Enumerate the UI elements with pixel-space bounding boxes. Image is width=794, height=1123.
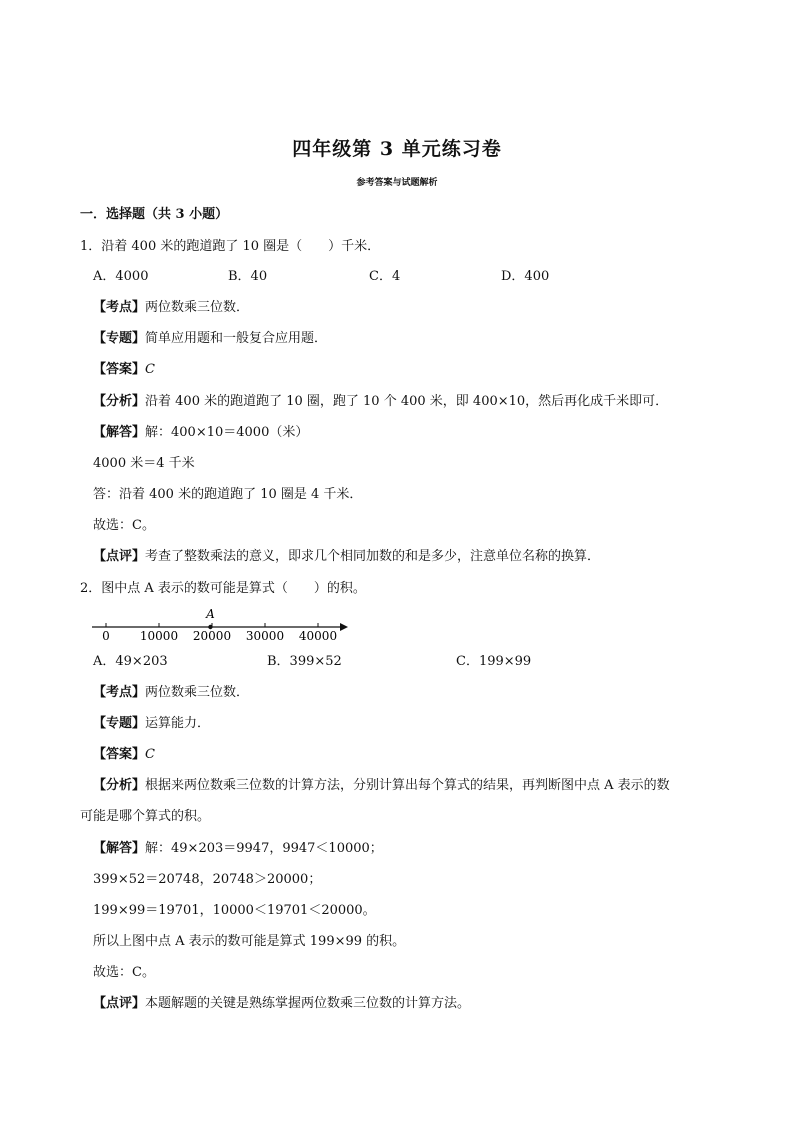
number-line-figure — [88, 604, 350, 644]
page-subtitle: 参考答案与试题解析 — [356, 178, 438, 188]
q1-zhuanti-text: 简单应用题和一般复合应用题． — [145, 331, 328, 346]
number-line-tick-label: 20000 — [192, 629, 232, 643]
q2-fenxi-text: 根据来两位数乘三位数的计算方法，分别计算出每个算式的结果，再判断图中点 A 表示的数 — [145, 778, 670, 793]
q2-option-c: C．199×99 — [456, 654, 532, 669]
q2-daan — [93, 747, 155, 763]
q2-jieda-tag: 【解答】 — [93, 841, 146, 856]
q2-zhuanti-tag: 【专题】 — [93, 716, 146, 731]
number-line-tick-label: 30000 — [245, 629, 285, 643]
q2-jieda-line5: 故选：C。 — [93, 965, 155, 980]
q2-kaodian — [93, 685, 249, 701]
q2-stem: 2．图中点 A 表示的数可能是算式（ ）的积。 — [80, 581, 366, 596]
q1-fenxi — [93, 394, 668, 410]
q2-fenxi-line2: 可能是哪个算式的积。 — [80, 809, 211, 824]
q2-jieda-line3: 199×99＝19701，10000＜19701＜20000。 — [93, 903, 376, 918]
q2-option-a: A．49×203 — [93, 654, 168, 669]
q2-jieda-text: 解：49×203＝9947，9947＜10000； — [145, 841, 383, 856]
q2-daan-text: C — [145, 747, 155, 762]
q1-kaodian-tag: 【考点】 — [93, 300, 146, 315]
q1-jieda-tag: 【解答】 — [93, 425, 146, 440]
q2-fenxi-tag: 【分析】 — [93, 778, 146, 793]
q1-fenxi-text: 沿着 400 米的跑道跑了 10 圈，跑了 10 个 400 米，即 400×10，然后再化成千米即可． — [145, 394, 669, 409]
number-line-tick-label: 40000 — [298, 629, 338, 643]
q1-dianping — [93, 549, 600, 565]
q1-option-b: B．40 — [228, 269, 268, 284]
q2-zhuanti-text: 运算能力． — [145, 716, 211, 731]
q1-daan — [93, 362, 155, 378]
q1-jieda-line4: 故选：C。 — [93, 518, 155, 533]
number-line-tick-label: 0 — [102, 629, 110, 643]
point-a-label: A — [206, 607, 215, 621]
q2-dianping-text: 本题解题的关键是熟练掌握两位数乘三位数的计算方法。 — [145, 996, 471, 1011]
q2-dianping-tag: 【点评】 — [93, 996, 146, 1011]
section-heading: 一．选择题（共 3 小题） — [80, 207, 229, 222]
q2-zhuanti — [93, 716, 210, 732]
q1-fenxi-tag: 【分析】 — [93, 394, 146, 409]
q1-dianping-text: 考查了整数乘法的意义，即求几个相同加数的和是多少，注意单位名称的换算． — [145, 549, 601, 564]
q1-jieda-line2: 4000 米＝4 千米 — [93, 456, 195, 471]
q1-stem: 1．沿着 400 米的跑道跑了 10 圈是（ ）千米． — [80, 239, 381, 254]
q1-daan-tag: 【答案】 — [93, 362, 146, 377]
q2-dianping — [93, 996, 470, 1012]
number-line-arrow — [340, 623, 348, 631]
q2-kaodian-tag: 【考点】 — [93, 685, 146, 700]
q1-option-d: D．400 — [501, 269, 550, 284]
q1-zhuanti — [93, 331, 327, 347]
q2-option-b: B．399×52 — [267, 654, 342, 669]
q1-jieda — [93, 425, 308, 441]
q1-jieda-text: 解：400×10＝4000（米） — [145, 425, 309, 440]
q1-option-c: C．4 — [369, 269, 401, 284]
q2-fenxi — [93, 778, 670, 794]
q1-kaodian — [93, 300, 249, 316]
q1-jieda-line3: 答：沿着 400 米的跑道跑了 10 圈是 4 千米． — [93, 487, 363, 502]
q2-jieda-line2: 399×52＝20748，20748＞20000； — [93, 872, 322, 887]
point-a-marker — [208, 625, 212, 629]
q1-kaodian-text: 两位数乘三位数． — [145, 300, 250, 315]
q2-jieda — [93, 841, 383, 857]
q2-jieda-line4: 所以上图中点 A 表示的数可能是算式 199×99 的积。 — [93, 934, 406, 949]
q1-dianping-tag: 【点评】 — [93, 549, 146, 564]
number-line-tick-label: 10000 — [139, 629, 179, 643]
q2-daan-tag: 【答案】 — [93, 747, 146, 762]
q1-option-a: A．4000 — [93, 269, 149, 284]
q1-daan-text: C — [145, 362, 155, 377]
q1-zhuanti-tag: 【专题】 — [93, 331, 146, 346]
page-title: 四年级第 3 单元练习卷 — [292, 138, 502, 160]
q2-kaodian-text: 两位数乘三位数． — [145, 685, 250, 700]
